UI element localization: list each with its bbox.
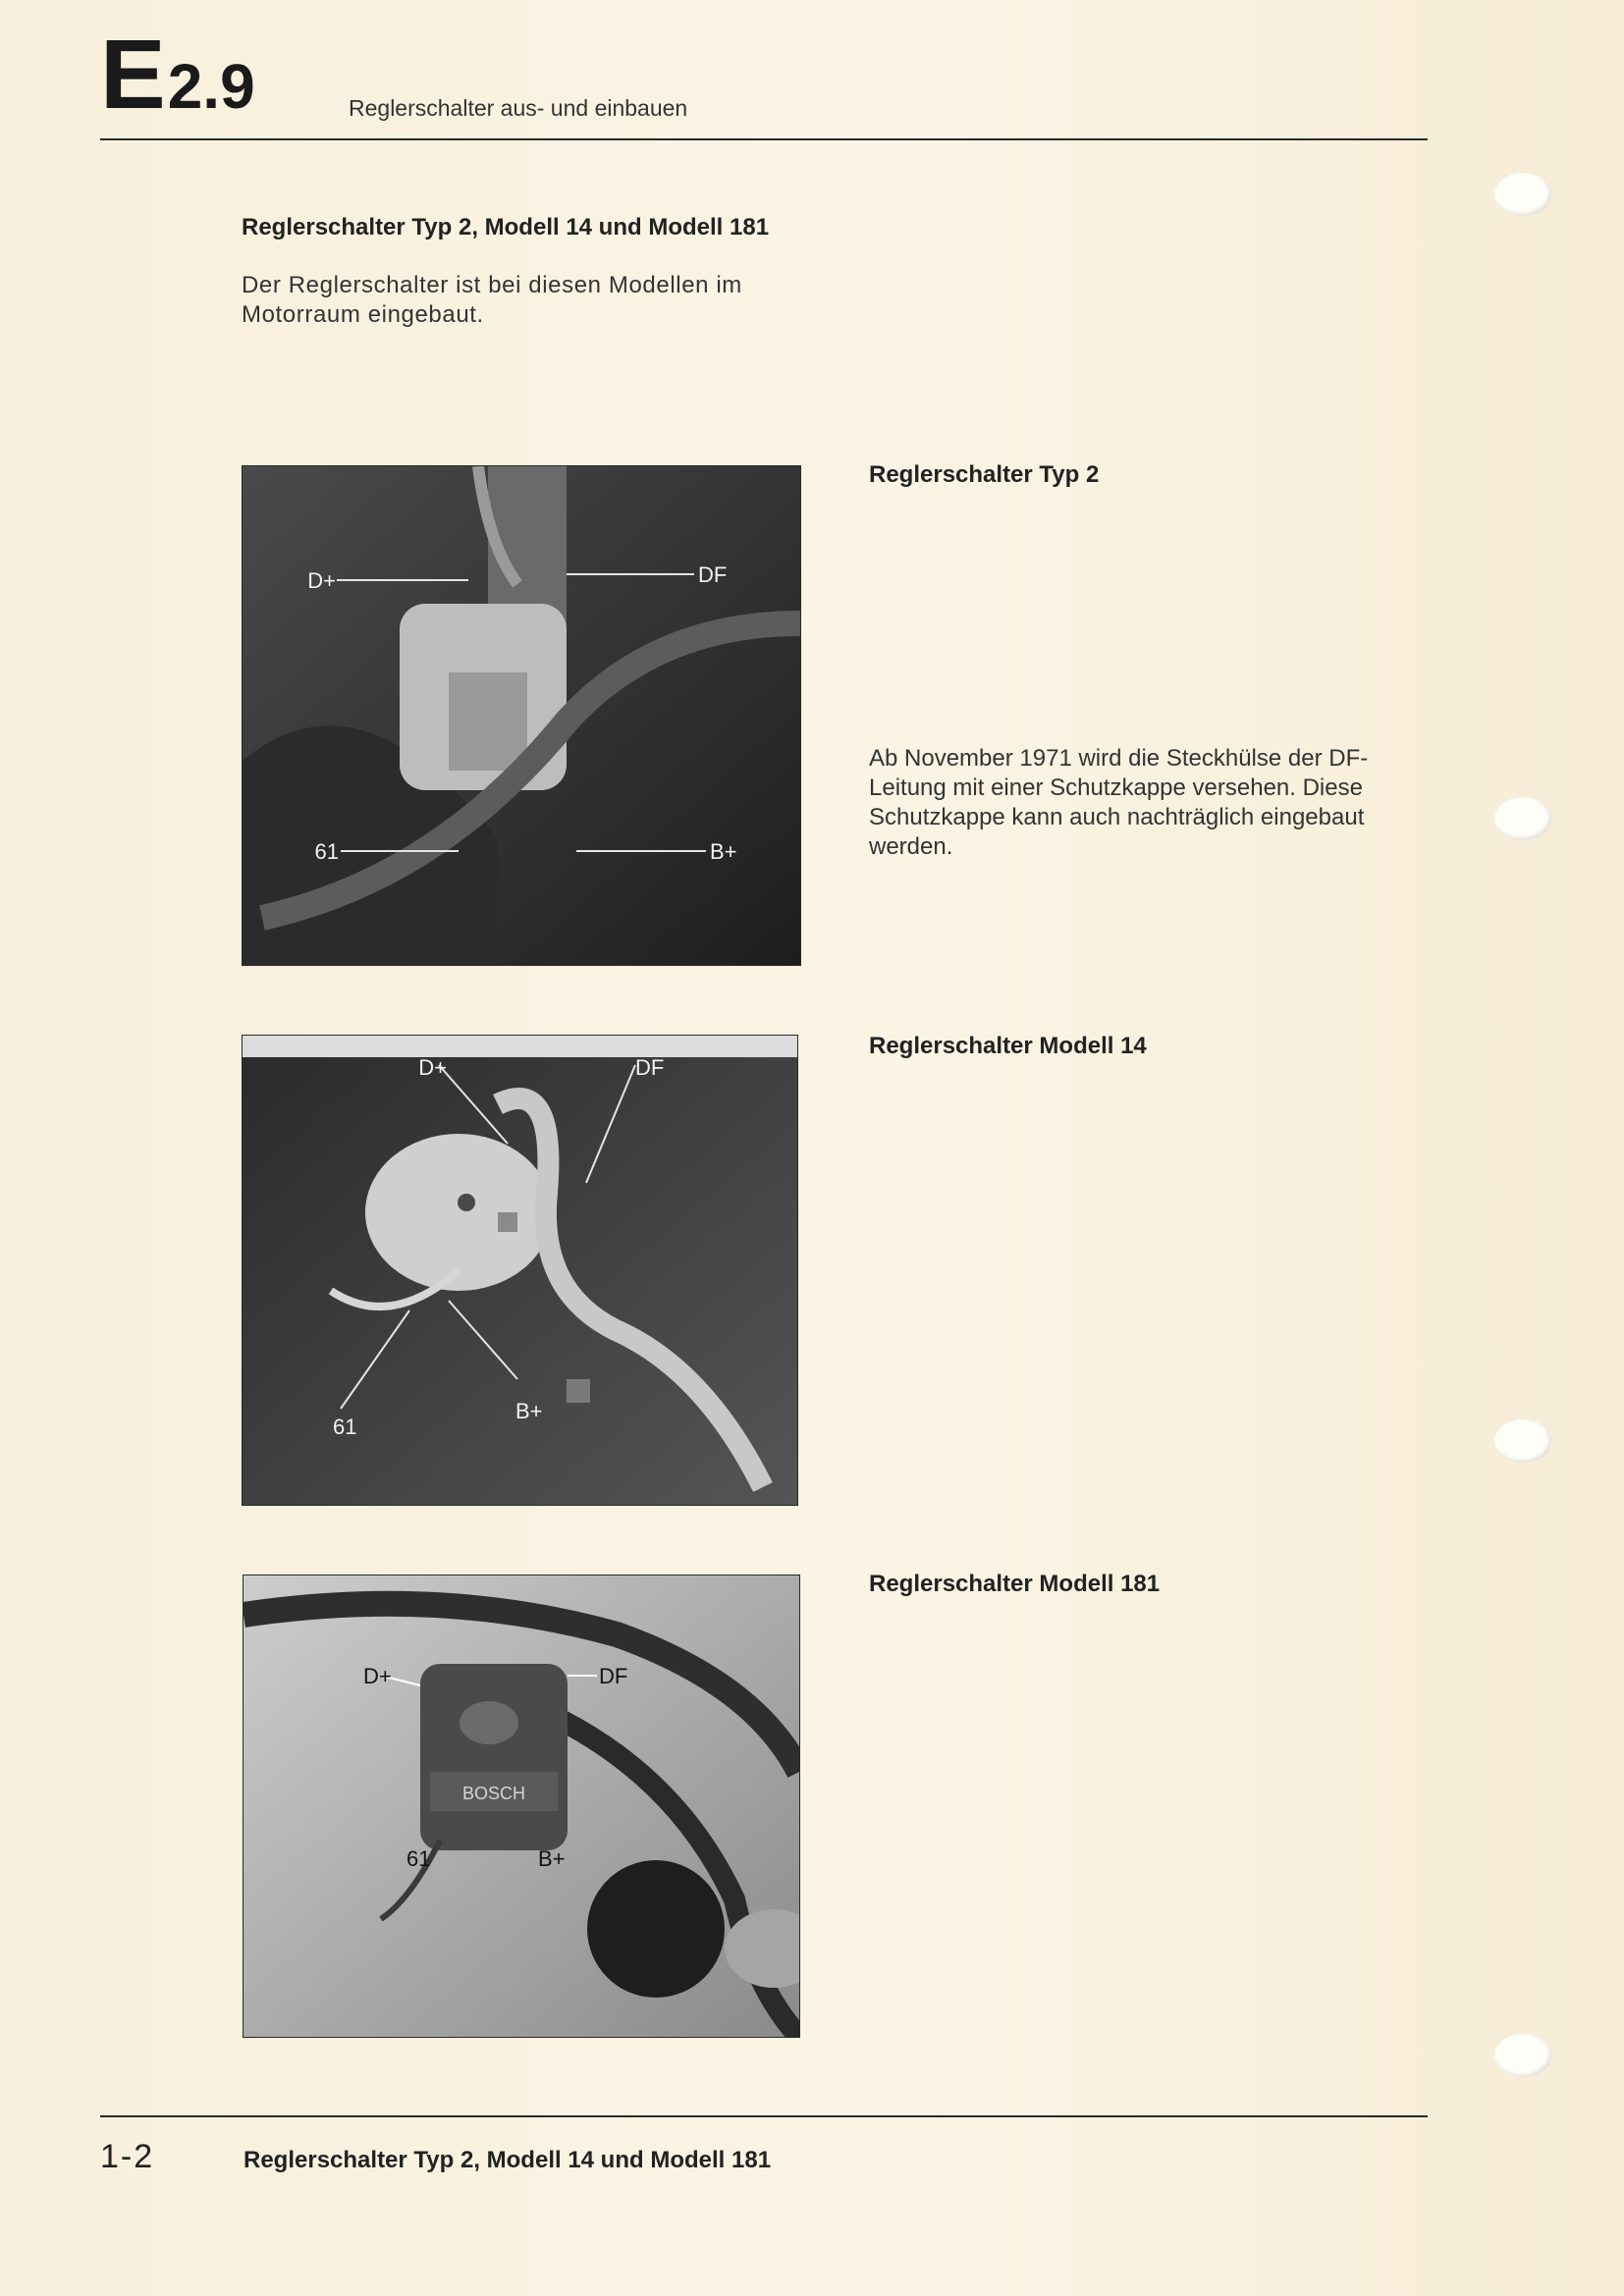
photo2-label-df: DF	[635, 1055, 665, 1080]
photo1-label-df: DF	[698, 562, 728, 587]
footer-rule	[100, 2115, 1428, 2117]
photo1-label-bplus: B+	[710, 839, 737, 864]
photo2-label-61: 61	[333, 1415, 357, 1439]
photo3-label-61: 61	[406, 1846, 431, 1871]
section-code-letter: E	[100, 20, 164, 130]
photo-modell14-regulator	[242, 1035, 798, 1506]
punch-hole-1	[1494, 173, 1551, 216]
header-rule	[100, 138, 1428, 140]
photo2-label-bplus: B+	[515, 1399, 543, 1423]
section-heading: Reglerschalter Typ 2, Modell 14 und Modell 181	[242, 214, 770, 240]
figure3-caption: Reglerschalter Modell 181	[869, 1571, 1161, 1597]
punch-hole-2	[1494, 797, 1551, 840]
photo2-label-dplus: D+	[418, 1055, 447, 1080]
figure1-note: Ab November 1971 wird die Steckhülse der DF-Leitung mit einer Schutzkappe versehen. Diese Schutzkappe kann auch nachträglich eingebaut werden.	[869, 745, 1369, 860]
figure2-caption: Reglerschalter Modell 14	[869, 1033, 1147, 1059]
photo1-label-61: 61	[314, 839, 339, 864]
page-header-title: Reglerschalter aus- und einbauen	[349, 95, 688, 121]
photo3-label-df: DF	[599, 1664, 628, 1688]
punch-hole-4	[1494, 2034, 1551, 2077]
section-code	[100, 20, 255, 130]
section-intro: Der Reglerschalter ist bei diesen Modellen im Motorraum eingebaut.	[242, 272, 742, 328]
photo1-label-dplus: D+	[307, 568, 336, 593]
punch-hole-3	[1494, 1419, 1551, 1463]
photo3-label-bplus: B+	[538, 1846, 566, 1871]
photo-modell181-regulator	[243, 1575, 800, 2038]
photo-typ2-regulator	[242, 465, 801, 966]
photo3-brand-mark: BOSCH	[461, 1784, 526, 1803]
section-code-number: 2.9	[167, 51, 255, 122]
footer-title: Reglerschalter Typ 2, Modell 14 und Modell 181	[244, 2147, 772, 2173]
figure1-caption: Reglerschalter Typ 2	[869, 461, 1100, 488]
page-number: 1-2	[100, 2138, 155, 2175]
photo3-label-dplus: D+	[363, 1664, 392, 1688]
